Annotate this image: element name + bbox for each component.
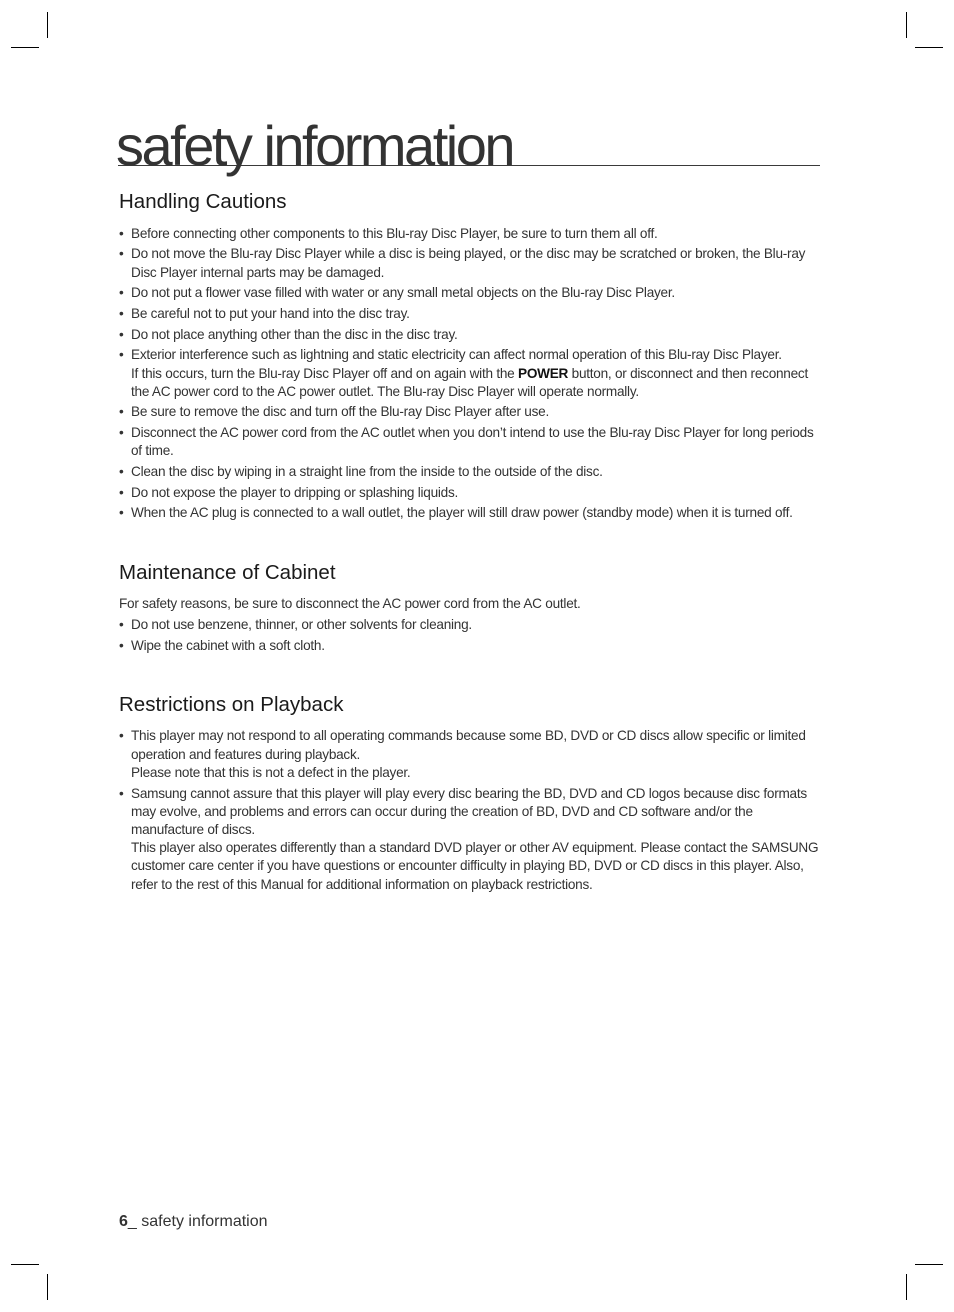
bullet-icon: • bbox=[119, 464, 124, 480]
list-item-text: Be sure to remove the disc and turn off the Blu-ray Disc Player after use. bbox=[131, 404, 549, 420]
list-item-text: Do not expose the player to dripping or splashing liquids. bbox=[131, 484, 459, 500]
list-item-text: Do not use benzene, thinner, or other solvents for cleaning. bbox=[131, 616, 472, 632]
crop-mark bbox=[915, 47, 943, 48]
list-item bbox=[119, 326, 821, 344]
restrictions-section bbox=[119, 693, 821, 894]
bullet-icon: • bbox=[119, 484, 124, 500]
list-item-text: When the AC plug is connected to a wall outlet, the player will still draw power (standby mode) when it is turned off. bbox=[131, 505, 793, 521]
handling-cautions-list bbox=[119, 225, 821, 523]
crop-mark bbox=[47, 12, 48, 38]
list-item-text: Before connecting other components to this Blu-ray Disc Player, be sure to turn them all off. bbox=[131, 225, 658, 241]
list-item bbox=[119, 424, 821, 460]
list-item bbox=[119, 284, 821, 302]
crop-mark bbox=[11, 47, 39, 48]
list-item-text: Do not place anything other than the disc in the disc tray. bbox=[131, 326, 458, 342]
page-footer bbox=[119, 1213, 268, 1231]
list-item bbox=[119, 463, 821, 481]
list-item bbox=[119, 616, 821, 634]
bullet-icon: • bbox=[119, 425, 124, 441]
list-item-text: Do not put a flower vase filled with water or any small metal objects on the Blu-ray Disc Player. bbox=[131, 285, 675, 301]
bullet-icon: • bbox=[119, 505, 124, 521]
handling-cautions-section bbox=[119, 190, 821, 523]
list-item-text: This player also operates differently than a standard DVD player or other AV equipment. Please contact the SAMSUNG customer care center if you have questions or encounter difficulty in playing BD, DVD or CD discs in this player. Also, refer to the rest of this Manual for additional information on playback restrictions. bbox=[131, 840, 819, 892]
crop-mark bbox=[906, 12, 907, 38]
list-item bbox=[119, 245, 821, 281]
list-item bbox=[119, 637, 821, 655]
list-item bbox=[119, 305, 821, 323]
list-item-text: Clean the disc by wiping in a straight line from the inside to the outside of the disc. bbox=[131, 464, 603, 480]
power-button-label: POWER bbox=[518, 365, 569, 381]
crop-mark bbox=[906, 1274, 907, 1300]
bullet-icon: • bbox=[119, 616, 124, 632]
page-title bbox=[116, 112, 820, 177]
page-content bbox=[119, 190, 821, 926]
bullet-icon: • bbox=[119, 404, 124, 420]
list-item-text: button, or disconnect and then reconnect the AC power cord to the AC power outlet. The Blu-ray Disc Player will operate normally. bbox=[131, 365, 809, 399]
bullet-icon: • bbox=[119, 225, 124, 241]
maintenance-list bbox=[119, 616, 821, 655]
list-item bbox=[119, 225, 821, 243]
bullet-icon: • bbox=[119, 637, 124, 653]
bullet-icon: • bbox=[119, 285, 124, 301]
section-heading: Restrictions on Playback bbox=[119, 692, 344, 716]
list-item bbox=[119, 504, 821, 522]
page-number: 6 bbox=[119, 1213, 128, 1230]
section-heading: Maintenance of Cabinet bbox=[119, 560, 336, 584]
bullet-icon: • bbox=[119, 246, 124, 262]
maintenance-intro: For safety reasons, be sure to disconnect the AC power cord from the AC outlet. bbox=[119, 596, 581, 612]
crop-mark bbox=[47, 1274, 48, 1300]
list-item bbox=[119, 727, 821, 782]
section-heading: Handling Cautions bbox=[119, 190, 287, 213]
restrictions-list bbox=[119, 727, 821, 893]
list-item-text: Samsung cannot assure that this player will play every disc bearing the BD, DVD and CD logos because disc formats may evolve, and problems and errors can occur during the creation of BD, DVD and CD software and/or the manufacture of discs. bbox=[131, 785, 807, 837]
list-item bbox=[119, 403, 821, 421]
crop-mark bbox=[915, 1264, 943, 1265]
list-item-text: Disconnect the AC power cord from the AC outlet when you don’t intend to use the Blu-ray Disc Player for long periods of time. bbox=[131, 425, 814, 459]
maintenance-section bbox=[119, 561, 821, 655]
bullet-icon: • bbox=[119, 305, 124, 321]
list-item-interference bbox=[119, 346, 821, 401]
page-title-text: safety information bbox=[116, 114, 513, 177]
bullet-icon: • bbox=[119, 326, 124, 342]
list-item-text: This player may not respond to all operating commands because some BD, DVD or CD discs allow specific or limited operation and features during playback. bbox=[131, 728, 806, 762]
bullet-icon: • bbox=[119, 347, 124, 363]
footer-label: _ safety information bbox=[127, 1213, 268, 1230]
list-item bbox=[119, 484, 821, 502]
list-item-text: If this occurs, turn the Blu-ray Disc Player off and on again with the bbox=[131, 365, 518, 381]
list-item-text: Please note that this is not a defect in the player. bbox=[131, 764, 411, 780]
bullet-icon: • bbox=[119, 728, 124, 744]
list-item bbox=[119, 785, 821, 894]
list-item-text: Wipe the cabinet with a soft cloth. bbox=[131, 637, 325, 653]
bullet-icon: • bbox=[119, 785, 124, 801]
crop-mark bbox=[11, 1264, 39, 1265]
list-item-text: Do not move the Blu-ray Disc Player while a disc is being played, or the disc may be scratched or broken, the Blu-ray Disc Player internal parts may be damaged. bbox=[131, 246, 806, 280]
list-item-text: Be careful not to put your hand into the disc tray. bbox=[131, 305, 410, 321]
list-item-text: Exterior interference such as lightning and static electricity can affect normal operation of this Blu-ray Disc Player. bbox=[131, 347, 782, 363]
